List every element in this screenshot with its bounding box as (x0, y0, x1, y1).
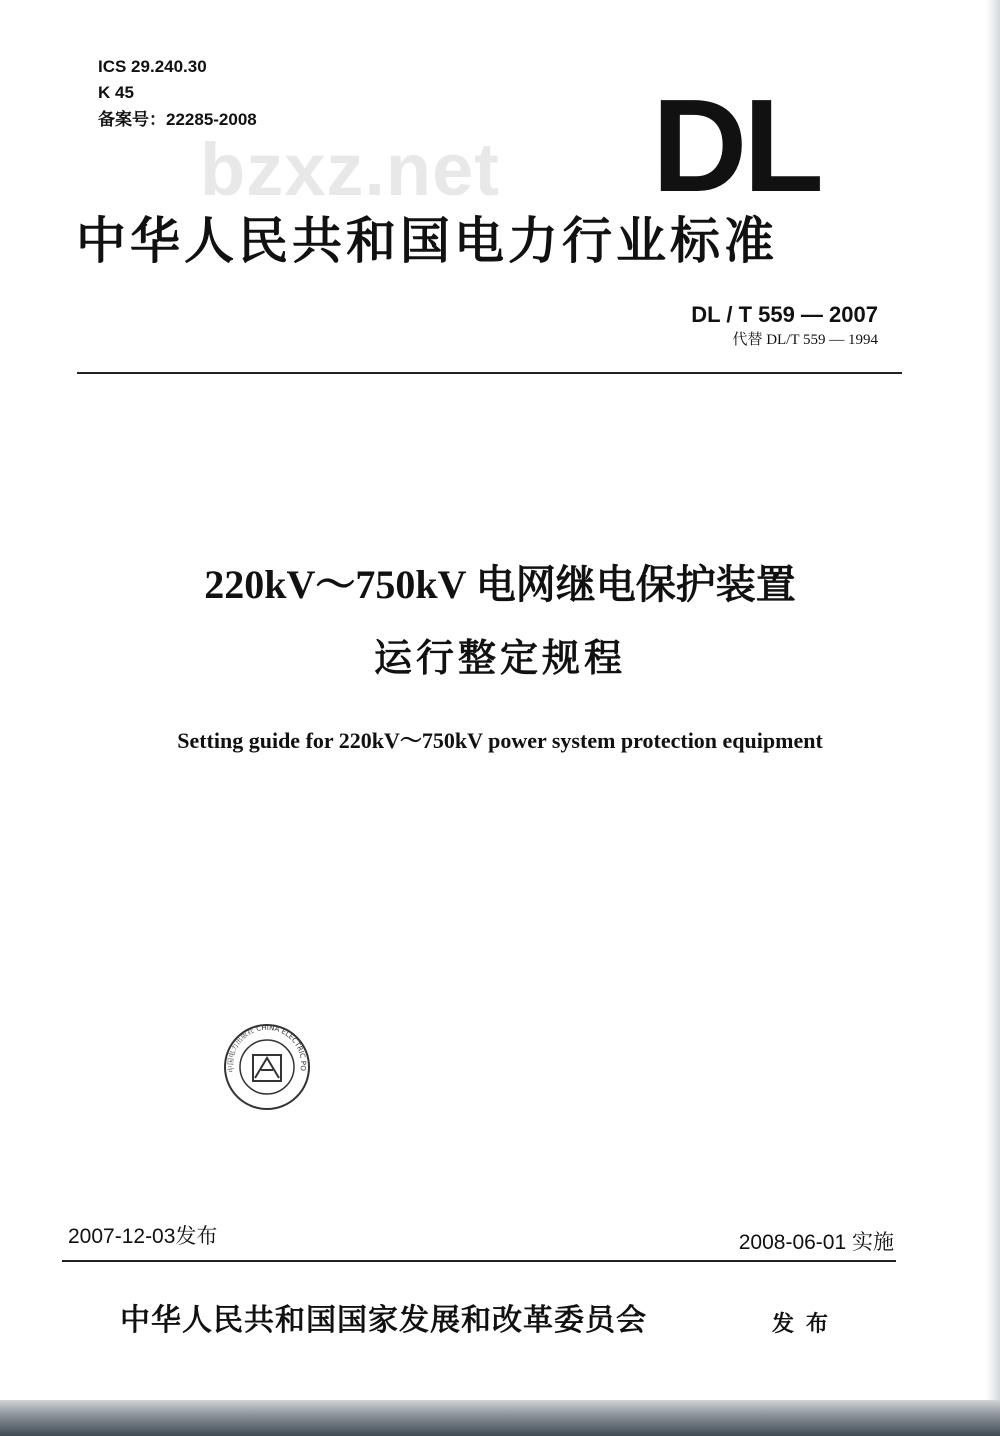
publisher-seal-icon (222, 1022, 312, 1112)
classification-code: K 45 (98, 83, 134, 102)
issuing-authority: 中华人民共和国国家发展和改革委员会 (120, 1303, 647, 1338)
scan-bottom-edge (0, 1400, 1000, 1436)
replaces-standard: 代替 DL/T 559 — 1994 (732, 332, 878, 348)
document-title-line1: 220kV～750kV 电网继电保护装置 (204, 562, 796, 607)
record-number: 备案号：22285-2008 (98, 110, 257, 129)
standard-number: DL / T 559 — 2007 (691, 302, 878, 327)
page-right-edge (986, 0, 1000, 1400)
bottom-divider (62, 1260, 896, 1262)
document-title-line2: 运行整定规程 (373, 638, 626, 680)
publish-date: 2007-12-03发布 (68, 1225, 218, 1248)
english-title: Setting guide for 220kV～750kV power system protection equipment (177, 728, 823, 753)
seal-text: 中国电力出版社 CHINA ELECTRIC PO (226, 1023, 308, 1073)
effective-date: 2008-06-01 实施 (738, 1231, 894, 1254)
publish-label: 发布 (772, 1311, 841, 1337)
dl-logo: DL (652, 72, 820, 219)
ics-code: ICS 29.240.30 (98, 57, 207, 76)
top-divider (77, 372, 902, 374)
industry-standard-heading: 中华人民共和国电力行业标准 (76, 211, 778, 270)
watermark: bzxz.net (200, 128, 500, 211)
